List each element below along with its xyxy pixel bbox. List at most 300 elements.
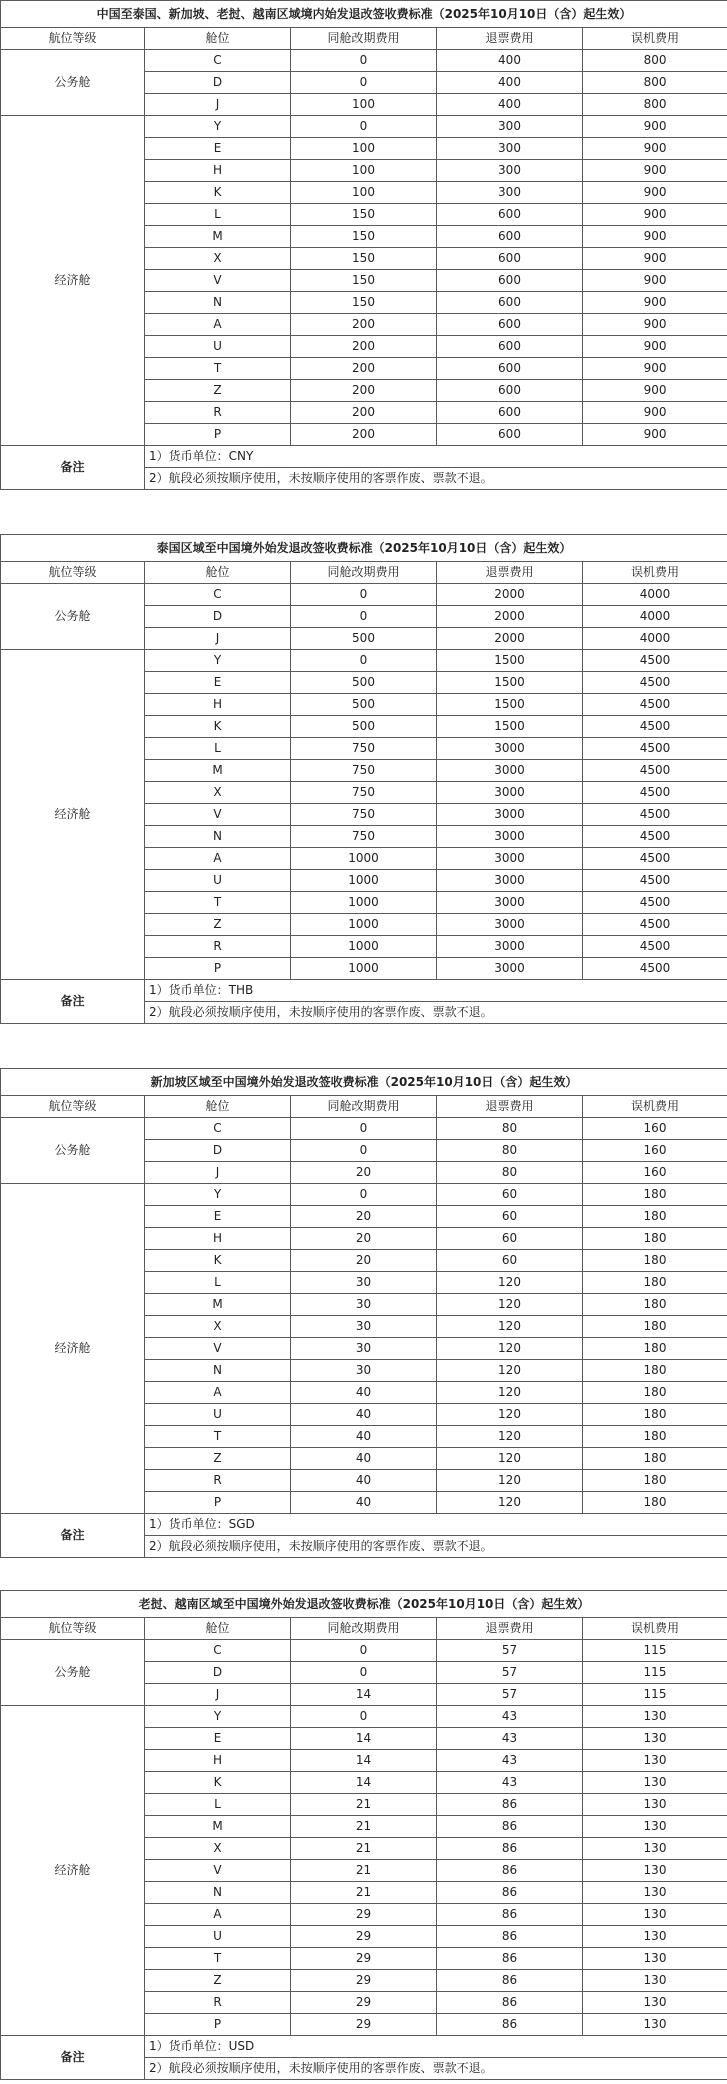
cabin-code: P [145, 958, 291, 980]
class-economy: 经济舱 [1, 1184, 145, 1514]
remark-label: 备注 [1, 1514, 145, 1558]
refund-fee: 86 [437, 1838, 583, 1860]
noshow-fee: 130 [583, 1794, 727, 1816]
refund-fee: 3000 [437, 936, 583, 958]
cabin-code: J [145, 1162, 291, 1184]
class-business: 公务舱 [1, 1640, 145, 1706]
change-fee: 21 [291, 1794, 437, 1816]
noshow-fee: 130 [583, 2014, 727, 2036]
refund-fee: 86 [437, 1816, 583, 1838]
cabin-code: U [145, 870, 291, 892]
header-noshow-fee: 误机费用 [583, 1618, 727, 1640]
fee-table-block [0, 0, 727, 490]
change-fee: 40 [291, 1404, 437, 1426]
header-change-fee: 同舱改期费用 [291, 28, 437, 50]
noshow-fee: 180 [583, 1382, 727, 1404]
cabin-code: E [145, 138, 291, 160]
header-refund-fee: 退票费用 [437, 1096, 583, 1118]
refund-fee: 1500 [437, 650, 583, 672]
fee-table [0, 0, 727, 490]
cabin-code: H [145, 694, 291, 716]
noshow-fee: 4000 [583, 606, 727, 628]
change-fee: 40 [291, 1470, 437, 1492]
refund-fee: 3000 [437, 914, 583, 936]
refund-fee: 120 [437, 1272, 583, 1294]
change-fee: 500 [291, 672, 437, 694]
class-business: 公务舱 [1, 1118, 145, 1184]
header-row [1, 562, 727, 584]
refund-fee: 400 [437, 50, 583, 72]
noshow-fee: 900 [583, 138, 727, 160]
refund-fee: 400 [437, 94, 583, 116]
noshow-fee: 180 [583, 1360, 727, 1382]
change-fee: 0 [291, 606, 437, 628]
header-refund-fee: 退票费用 [437, 1618, 583, 1640]
change-fee: 29 [291, 1970, 437, 1992]
cabin-code: X [145, 1838, 291, 1860]
cabin-code: P [145, 424, 291, 446]
remark-row [1, 1514, 727, 1536]
header-refund-fee: 退票费用 [437, 562, 583, 584]
change-fee: 200 [291, 314, 437, 336]
noshow-fee: 180 [583, 1206, 727, 1228]
route-note: 2）航段必须按顺序使用，未按顺序使用的客票作废、票款不退。 [145, 468, 727, 490]
change-fee: 21 [291, 1816, 437, 1838]
table-row [1, 1706, 727, 1728]
table-row [1, 584, 727, 606]
refund-fee: 600 [437, 226, 583, 248]
refund-fee: 300 [437, 138, 583, 160]
noshow-fee: 130 [583, 1728, 727, 1750]
currency-note: 1）货币单位：THB [145, 980, 727, 1002]
change-fee: 20 [291, 1250, 437, 1272]
table-row [1, 50, 727, 72]
noshow-fee: 180 [583, 1470, 727, 1492]
table-title: 中国至泰国、新加坡、老挝、越南区域境内始发退改签收费标准（2025年10月10日（含）起生效） [1, 1, 727, 28]
change-fee: 750 [291, 826, 437, 848]
noshow-fee: 115 [583, 1662, 727, 1684]
cabin-code: K [145, 182, 291, 204]
cabin-code: Z [145, 380, 291, 402]
noshow-fee: 130 [583, 1926, 727, 1948]
refund-fee: 86 [437, 2014, 583, 2036]
refund-fee: 120 [437, 1316, 583, 1338]
cabin-code: D [145, 1140, 291, 1162]
noshow-fee: 4500 [583, 914, 727, 936]
title-row [1, 1591, 727, 1618]
header-row [1, 1096, 727, 1118]
noshow-fee: 130 [583, 1706, 727, 1728]
currency-note: 1）货币单位：CNY [145, 446, 727, 468]
noshow-fee: 4500 [583, 892, 727, 914]
change-fee: 1000 [291, 892, 437, 914]
cabin-code: N [145, 1882, 291, 1904]
noshow-fee: 4500 [583, 782, 727, 804]
cabin-code: M [145, 760, 291, 782]
change-fee: 1000 [291, 848, 437, 870]
noshow-fee: 4500 [583, 760, 727, 782]
change-fee: 750 [291, 738, 437, 760]
fee-table [0, 534, 727, 1024]
cabin-code: J [145, 628, 291, 650]
change-fee: 200 [291, 358, 437, 380]
noshow-fee: 130 [583, 1750, 727, 1772]
cabin-code: Z [145, 1970, 291, 1992]
noshow-fee: 180 [583, 1426, 727, 1448]
noshow-fee: 900 [583, 292, 727, 314]
cabin-code: E [145, 1728, 291, 1750]
refund-fee: 600 [437, 248, 583, 270]
refund-fee: 600 [437, 204, 583, 226]
refund-fee: 86 [437, 1948, 583, 1970]
change-fee: 29 [291, 1992, 437, 2014]
refund-fee: 86 [437, 1794, 583, 1816]
refund-fee: 86 [437, 1926, 583, 1948]
refund-fee: 1500 [437, 694, 583, 716]
change-fee: 750 [291, 782, 437, 804]
change-fee: 0 [291, 1118, 437, 1140]
refund-fee: 120 [437, 1382, 583, 1404]
noshow-fee: 4000 [583, 628, 727, 650]
refund-fee: 86 [437, 1992, 583, 2014]
cabin-code: V [145, 1860, 291, 1882]
cabin-code: T [145, 1948, 291, 1970]
refund-fee: 120 [437, 1360, 583, 1382]
noshow-fee: 4500 [583, 936, 727, 958]
cabin-code: J [145, 1684, 291, 1706]
noshow-fee: 900 [583, 204, 727, 226]
cabin-code: A [145, 848, 291, 870]
class-business: 公务舱 [1, 50, 145, 116]
change-fee: 14 [291, 1684, 437, 1706]
table-row [1, 1118, 727, 1140]
refund-fee: 600 [437, 402, 583, 424]
change-fee: 40 [291, 1448, 437, 1470]
cabin-code: Y [145, 1706, 291, 1728]
route-note: 2）航段必须按顺序使用，未按顺序使用的客票作废、票款不退。 [145, 1002, 727, 1024]
noshow-fee: 900 [583, 336, 727, 358]
cabin-code: V [145, 270, 291, 292]
header-route-class: 航位等级 [1, 1096, 145, 1118]
table-row [1, 1640, 727, 1662]
refund-fee: 1500 [437, 672, 583, 694]
refund-fee: 120 [437, 1448, 583, 1470]
refund-fee: 80 [437, 1162, 583, 1184]
refund-fee: 86 [437, 1882, 583, 1904]
table-title: 泰国区域至中国境外始发退改签收费标准（2025年10月10日（含）起生效） [1, 535, 727, 562]
refund-fee: 120 [437, 1470, 583, 1492]
cabin-code: U [145, 1926, 291, 1948]
table-row [1, 1184, 727, 1206]
table-title: 新加坡区域至中国境外始发退改签收费标准（2025年10月10日（含）起生效） [1, 1069, 727, 1096]
noshow-fee: 4500 [583, 738, 727, 760]
cabin-code: C [145, 50, 291, 72]
header-noshow-fee: 误机费用 [583, 1096, 727, 1118]
remark-label: 备注 [1, 446, 145, 490]
change-fee: 200 [291, 424, 437, 446]
cabin-code: V [145, 1338, 291, 1360]
cabin-code: P [145, 2014, 291, 2036]
refund-fee: 400 [437, 72, 583, 94]
cabin-code: Y [145, 650, 291, 672]
header-row [1, 1618, 727, 1640]
change-fee: 750 [291, 804, 437, 826]
table-title: 老挝、越南区域至中国境外始发退改签收费标准（2025年10月10日（含）起生效） [1, 1591, 727, 1618]
change-fee: 200 [291, 336, 437, 358]
noshow-fee: 180 [583, 1492, 727, 1514]
noshow-fee: 180 [583, 1184, 727, 1206]
noshow-fee: 130 [583, 1860, 727, 1882]
class-economy: 经济舱 [1, 116, 145, 446]
header-row [1, 28, 727, 50]
change-fee: 40 [291, 1382, 437, 1404]
fee-table [0, 1590, 727, 2080]
noshow-fee: 160 [583, 1118, 727, 1140]
refund-fee: 43 [437, 1772, 583, 1794]
cabin-code: T [145, 358, 291, 380]
header-cabin: 舱位 [145, 1096, 291, 1118]
header-route-class: 航位等级 [1, 28, 145, 50]
remark-label: 备注 [1, 2036, 145, 2080]
change-fee: 500 [291, 716, 437, 738]
change-fee: 0 [291, 1640, 437, 1662]
cabin-code: N [145, 1360, 291, 1382]
header-refund-fee: 退票费用 [437, 28, 583, 50]
change-fee: 40 [291, 1426, 437, 1448]
cabin-code: H [145, 1750, 291, 1772]
noshow-fee: 130 [583, 1816, 727, 1838]
cabin-code: A [145, 1904, 291, 1926]
change-fee: 30 [291, 1360, 437, 1382]
change-fee: 0 [291, 584, 437, 606]
refund-fee: 3000 [437, 782, 583, 804]
refund-fee: 300 [437, 116, 583, 138]
change-fee: 1000 [291, 870, 437, 892]
cabin-code: D [145, 606, 291, 628]
noshow-fee: 900 [583, 402, 727, 424]
change-fee: 20 [291, 1228, 437, 1250]
noshow-fee: 4500 [583, 958, 727, 980]
refund-fee: 300 [437, 182, 583, 204]
change-fee: 100 [291, 182, 437, 204]
cabin-code: K [145, 1250, 291, 1272]
header-change-fee: 同舱改期费用 [291, 1618, 437, 1640]
change-fee: 150 [291, 248, 437, 270]
cabin-code: C [145, 1640, 291, 1662]
refund-fee: 3000 [437, 826, 583, 848]
table-row [1, 650, 727, 672]
header-route-class: 航位等级 [1, 1618, 145, 1640]
title-row [1, 1, 727, 28]
noshow-fee: 4500 [583, 870, 727, 892]
change-fee: 20 [291, 1206, 437, 1228]
currency-note: 1）货币单位：SGD [145, 1514, 727, 1536]
class-business: 公务舱 [1, 584, 145, 650]
noshow-fee: 900 [583, 116, 727, 138]
refund-fee: 3000 [437, 760, 583, 782]
noshow-fee: 900 [583, 358, 727, 380]
refund-fee: 2000 [437, 584, 583, 606]
change-fee: 30 [291, 1316, 437, 1338]
refund-fee: 2000 [437, 606, 583, 628]
change-fee: 0 [291, 1184, 437, 1206]
title-row [1, 535, 727, 562]
cabin-code: M [145, 226, 291, 248]
refund-fee: 3000 [437, 738, 583, 760]
change-fee: 29 [291, 2014, 437, 2036]
refund-fee: 3000 [437, 804, 583, 826]
noshow-fee: 130 [583, 1970, 727, 1992]
cabin-code: M [145, 1816, 291, 1838]
remark-label: 备注 [1, 980, 145, 1024]
refund-fee: 2000 [437, 628, 583, 650]
refund-fee: 80 [437, 1118, 583, 1140]
cabin-code: C [145, 584, 291, 606]
cabin-code: T [145, 892, 291, 914]
noshow-fee: 900 [583, 226, 727, 248]
noshow-fee: 800 [583, 72, 727, 94]
change-fee: 500 [291, 628, 437, 650]
noshow-fee: 130 [583, 1904, 727, 1926]
cabin-code: Z [145, 914, 291, 936]
table-row [1, 116, 727, 138]
cabin-code: P [145, 1492, 291, 1514]
refund-fee: 60 [437, 1250, 583, 1272]
refund-fee: 600 [437, 270, 583, 292]
header-change-fee: 同舱改期费用 [291, 1096, 437, 1118]
cabin-code: T [145, 1426, 291, 1448]
cabin-code: V [145, 804, 291, 826]
noshow-fee: 4500 [583, 716, 727, 738]
route-note: 2）航段必须按顺序使用，未按顺序使用的客票作废、票款不退。 [145, 1536, 727, 1558]
cabin-code: N [145, 292, 291, 314]
refund-fee: 60 [437, 1184, 583, 1206]
refund-fee: 120 [437, 1426, 583, 1448]
refund-fee: 3000 [437, 870, 583, 892]
refund-fee: 86 [437, 1860, 583, 1882]
cabin-code: C [145, 1118, 291, 1140]
refund-fee: 57 [437, 1662, 583, 1684]
noshow-fee: 4500 [583, 650, 727, 672]
header-cabin: 舱位 [145, 28, 291, 50]
refund-fee: 300 [437, 160, 583, 182]
noshow-fee: 180 [583, 1448, 727, 1470]
refund-fee: 43 [437, 1728, 583, 1750]
change-fee: 0 [291, 50, 437, 72]
refund-fee: 120 [437, 1492, 583, 1514]
class-economy: 经济舱 [1, 650, 145, 980]
refund-fee: 86 [437, 1904, 583, 1926]
cabin-code: U [145, 1404, 291, 1426]
change-fee: 30 [291, 1294, 437, 1316]
change-fee: 750 [291, 760, 437, 782]
cabin-code: L [145, 738, 291, 760]
refund-fee: 600 [437, 314, 583, 336]
change-fee: 150 [291, 270, 437, 292]
cabin-code: Y [145, 1184, 291, 1206]
refund-fee: 120 [437, 1338, 583, 1360]
remark-row [1, 2036, 727, 2058]
fee-table-block [0, 534, 727, 1024]
cabin-code: K [145, 716, 291, 738]
refund-fee: 600 [437, 358, 583, 380]
route-note: 2）航段必须按顺序使用，未按顺序使用的客票作废、票款不退。 [145, 2058, 727, 2080]
noshow-fee: 800 [583, 94, 727, 116]
cabin-code: N [145, 826, 291, 848]
change-fee: 30 [291, 1272, 437, 1294]
refund-fee: 120 [437, 1294, 583, 1316]
noshow-fee: 130 [583, 1838, 727, 1860]
refund-fee: 120 [437, 1404, 583, 1426]
noshow-fee: 4000 [583, 584, 727, 606]
cabin-code: A [145, 1382, 291, 1404]
change-fee: 29 [291, 1926, 437, 1948]
class-economy: 经济舱 [1, 1706, 145, 2036]
refund-fee: 57 [437, 1640, 583, 1662]
change-fee: 200 [291, 402, 437, 424]
cabin-code: D [145, 1662, 291, 1684]
refund-fee: 600 [437, 336, 583, 358]
cabin-code: U [145, 336, 291, 358]
refund-fee: 43 [437, 1750, 583, 1772]
noshow-fee: 180 [583, 1294, 727, 1316]
noshow-fee: 130 [583, 1992, 727, 2014]
header-cabin: 舱位 [145, 562, 291, 584]
change-fee: 0 [291, 650, 437, 672]
change-fee: 14 [291, 1772, 437, 1794]
header-noshow-fee: 误机费用 [583, 28, 727, 50]
noshow-fee: 160 [583, 1162, 727, 1184]
change-fee: 30 [291, 1338, 437, 1360]
cabin-code: R [145, 1470, 291, 1492]
change-fee: 0 [291, 116, 437, 138]
cabin-code: D [145, 72, 291, 94]
change-fee: 100 [291, 138, 437, 160]
change-fee: 200 [291, 380, 437, 402]
refund-fee: 80 [437, 1140, 583, 1162]
change-fee: 0 [291, 1706, 437, 1728]
noshow-fee: 900 [583, 248, 727, 270]
currency-note: 1）货币单位：USD [145, 2036, 727, 2058]
change-fee: 0 [291, 1662, 437, 1684]
noshow-fee: 180 [583, 1316, 727, 1338]
cabin-code: H [145, 160, 291, 182]
change-fee: 21 [291, 1838, 437, 1860]
noshow-fee: 180 [583, 1404, 727, 1426]
refund-fee: 600 [437, 292, 583, 314]
change-fee: 1000 [291, 936, 437, 958]
fee-table [0, 1068, 727, 1558]
noshow-fee: 4500 [583, 694, 727, 716]
change-fee: 0 [291, 1140, 437, 1162]
noshow-fee: 900 [583, 160, 727, 182]
cabin-code: M [145, 1294, 291, 1316]
change-fee: 150 [291, 204, 437, 226]
change-fee: 100 [291, 94, 437, 116]
cabin-code: X [145, 782, 291, 804]
change-fee: 21 [291, 1860, 437, 1882]
cabin-code: E [145, 1206, 291, 1228]
refund-fee: 3000 [437, 958, 583, 980]
noshow-fee: 130 [583, 1882, 727, 1904]
cabin-code: R [145, 1992, 291, 2014]
noshow-fee: 900 [583, 270, 727, 292]
cabin-code: R [145, 936, 291, 958]
change-fee: 100 [291, 160, 437, 182]
title-row [1, 1069, 727, 1096]
noshow-fee: 900 [583, 380, 727, 402]
change-fee: 150 [291, 292, 437, 314]
